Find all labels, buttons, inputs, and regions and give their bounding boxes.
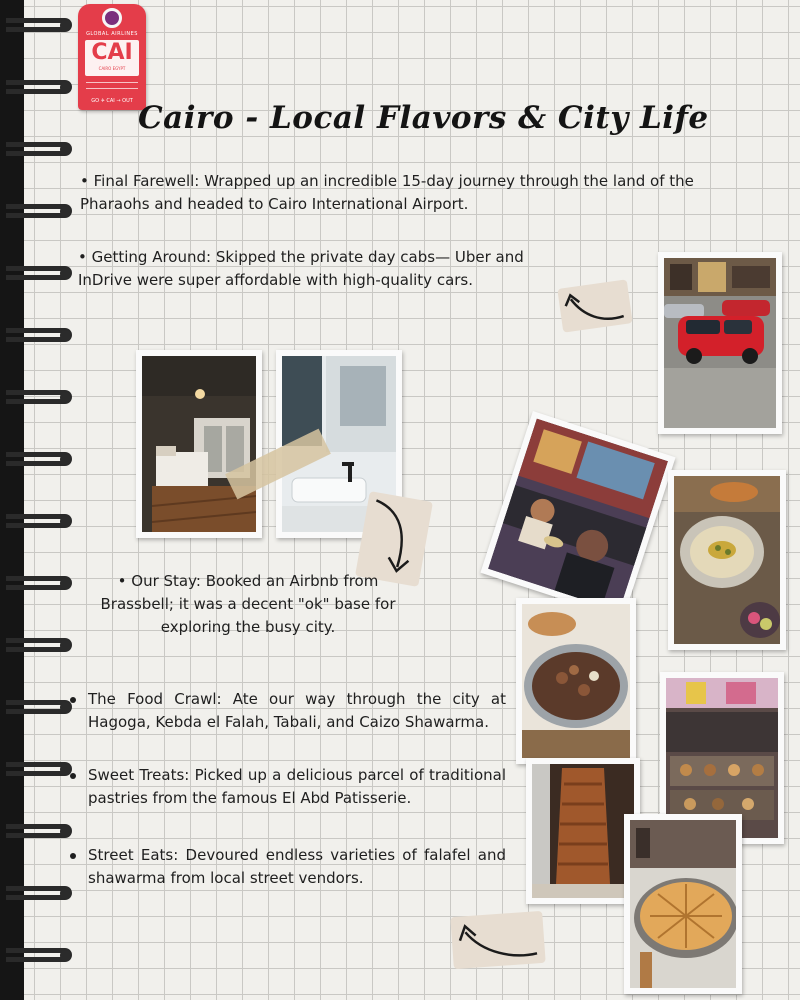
tag-airline: GLOBAL AIRLINES xyxy=(86,31,138,37)
shawarma-image xyxy=(532,764,634,898)
binding-hole xyxy=(60,764,71,775)
binding-hole xyxy=(60,888,71,899)
tag-footer: GO ✈ CAI → OUT xyxy=(91,98,133,104)
binding-hole xyxy=(60,206,71,217)
page-title: Cairo - Local Flavors & City Life xyxy=(138,100,709,136)
list-item-street-eats: Street Eats: Devoured endless varieties of falafel and shawarma from local street vendors. xyxy=(88,846,506,887)
binding-hole xyxy=(60,578,71,589)
photo-shawarma-spit xyxy=(526,758,640,904)
tag-line xyxy=(86,82,138,83)
bullet-dot xyxy=(70,773,76,779)
photo-red-car xyxy=(658,252,782,434)
selfie-image xyxy=(488,419,668,612)
photo-liver-bowl xyxy=(516,598,636,764)
binding-hole xyxy=(60,392,71,403)
binding-hole xyxy=(60,950,71,961)
binding-hole xyxy=(60,20,71,31)
binding-hole xyxy=(60,82,71,93)
spiral-binding xyxy=(0,0,80,1000)
binding-hole xyxy=(60,268,71,279)
tag-line xyxy=(86,88,138,89)
photo-airbnb-bedroom xyxy=(136,350,262,538)
list-item-food-crawl: The Food Crawl: Ate our way through the city at Hagoga, Kebda el Falah, Tabali, and Caizo Shawarma. xyxy=(88,690,506,731)
binding-hole xyxy=(60,454,71,465)
arrow-sticker xyxy=(557,279,632,332)
bullet-dot xyxy=(70,697,76,703)
list-item-sweet-treats: Sweet Treats: Picked up a delicious parcel of traditional pastries from the famous El Abd Patisserie. xyxy=(88,766,506,807)
arrow-sticker xyxy=(450,911,545,969)
binding-hole xyxy=(60,516,71,527)
binding-hole xyxy=(60,826,71,837)
binding-hole xyxy=(60,330,71,341)
paragraph-final-farewell: • Final Farewell: Wrapped up an incredible 15-day journey through the land of the Pharaohs and headed to Cairo International Airport. xyxy=(80,172,694,213)
paragraph-getting-around: • Getting Around: Skipped the private day cabs— Uber and InDrive were super affordable with high-quality cars. xyxy=(78,248,524,289)
binding-hole xyxy=(60,144,71,155)
tag-city: CAIRO EGYPT xyxy=(98,66,126,71)
luggage-tag-sticker xyxy=(78,4,146,110)
paragraph-our-stay: • Our Stay: Booked an Airbnb from Brassbell; it was a decent "ok" base for exploring the busy city. xyxy=(100,572,396,636)
photo-restaurant-selfie xyxy=(480,411,675,619)
red-car-image xyxy=(664,258,776,428)
hummus-image xyxy=(674,476,780,644)
binding-hole xyxy=(60,640,71,651)
liver-bowl-image xyxy=(522,604,630,758)
feteer-image xyxy=(630,820,736,988)
bedroom-image xyxy=(142,356,256,532)
photo-feteer-pizza xyxy=(624,814,742,994)
tag-code-box xyxy=(85,40,139,76)
tag-airport-code: CAI xyxy=(91,40,133,65)
photo-hummus-spread xyxy=(668,470,786,650)
binding-hole xyxy=(60,702,71,713)
tag-eyelet-icon xyxy=(102,8,122,28)
bullet-dot xyxy=(70,853,76,859)
